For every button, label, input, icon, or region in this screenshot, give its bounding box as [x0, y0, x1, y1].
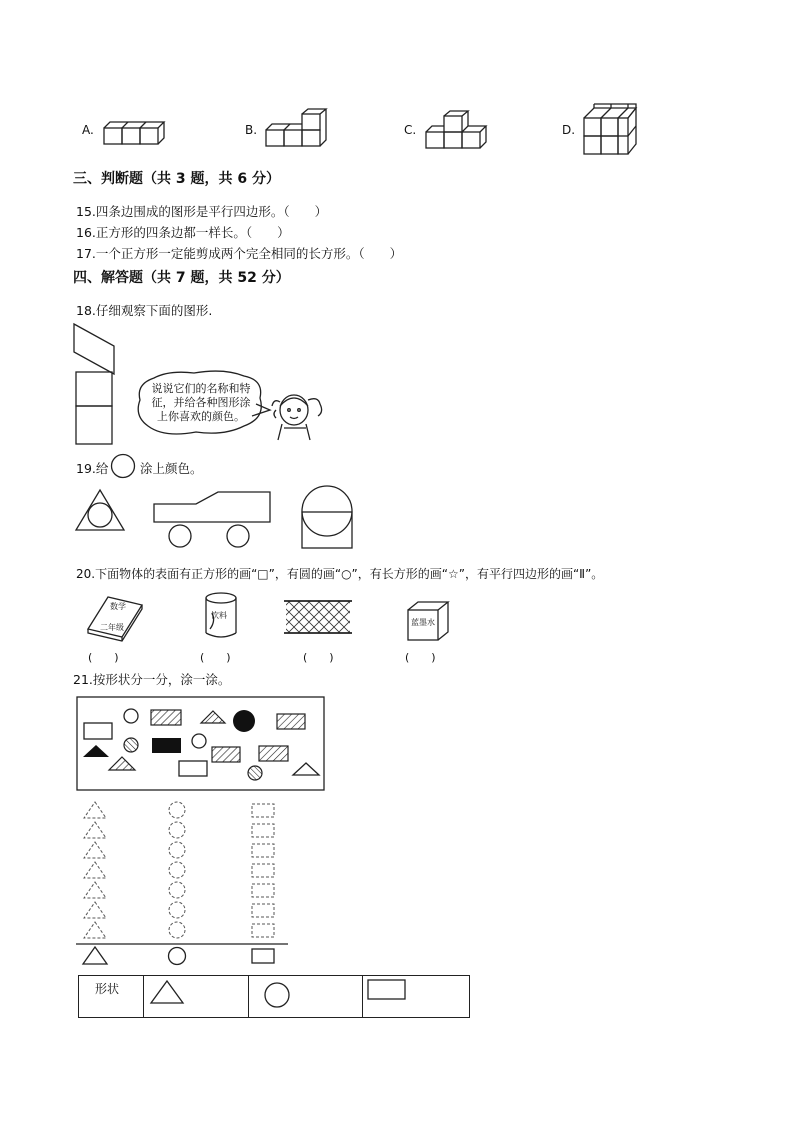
bubble-line-3: 上你喜欢的颜色。 [157, 410, 245, 423]
book-grade: 二年级 [100, 623, 124, 632]
ink-box-label: 蓝墨水 [411, 618, 435, 627]
section3-title: 三、判断题（共 3 题，共 6 分） [73, 171, 280, 187]
can-label: 饮料 [211, 611, 227, 620]
answer-paren-1[interactable]: ( ) [88, 651, 119, 664]
answer-paren-3[interactable]: ( ) [303, 651, 334, 664]
circle-shape-icon [263, 981, 293, 1011]
question-16: 16.正方形的四条边都一样长。（ ） [76, 225, 290, 240]
question-17: 17.一个正方形一定能剪成两个完全相同的长方形。（ ） [76, 246, 403, 261]
tally-rectangle-cell [363, 976, 470, 1018]
tally-table [78, 975, 470, 1018]
option-d-label: D. [562, 123, 576, 137]
shapes-box [76, 696, 326, 792]
circle-icon [110, 453, 138, 479]
tally-triangle-cell [144, 976, 249, 1018]
option-a-label: A. [82, 123, 94, 137]
question-21: 21.按形状分一分，涂一涂。 [73, 672, 231, 687]
question-19-suffix: 涂上颜色。 [140, 461, 203, 476]
bubble-line-1: 说说它们的名称和特 [151, 382, 251, 395]
bubble-text [140, 382, 262, 424]
question-20: 20.下面物体的表面有正方形的画“□”，有圆的画“○”，有长方形的画“☆”，有平行四边形的画“Ⅱ”。 [76, 567, 604, 581]
option-b-cubes [266, 109, 328, 151]
option-b-label: B. [245, 123, 258, 137]
option-a-cubes [104, 119, 166, 149]
question-15: 15.四条边围成的图形是平行四边形。（ ） [76, 204, 328, 219]
option-c-cubes [426, 111, 488, 153]
option-c-label: C. [404, 123, 417, 137]
tally-circle-cell [249, 976, 363, 1018]
sorting-columns [74, 800, 290, 970]
bubble-line-2: 征，并给各种图形涂 [151, 396, 251, 409]
question-18: 18.仔细观察下面的图形. [76, 303, 213, 318]
tally-label-cell [79, 976, 144, 1018]
q19-triangle-circle [76, 488, 126, 532]
girl-illustration [268, 388, 328, 442]
answer-paren-2[interactable]: ( ) [200, 651, 231, 664]
q19-square-circle [298, 484, 356, 550]
triangle-icon [150, 979, 186, 1005]
rectangle-icon [367, 978, 409, 1002]
tally-label: 形状 [95, 982, 120, 996]
book-title: 数学 [110, 602, 126, 611]
q18-shapes [72, 322, 116, 446]
answer-paren-4[interactable]: ( ) [405, 651, 436, 664]
section4-title: 四、解答题（共 7 题，共 52 分） [73, 270, 290, 286]
net-icon [284, 597, 352, 637]
q19-car [150, 488, 274, 550]
option-d-cubes [584, 104, 640, 158]
question-19-prefix: 19.给 [76, 461, 109, 476]
